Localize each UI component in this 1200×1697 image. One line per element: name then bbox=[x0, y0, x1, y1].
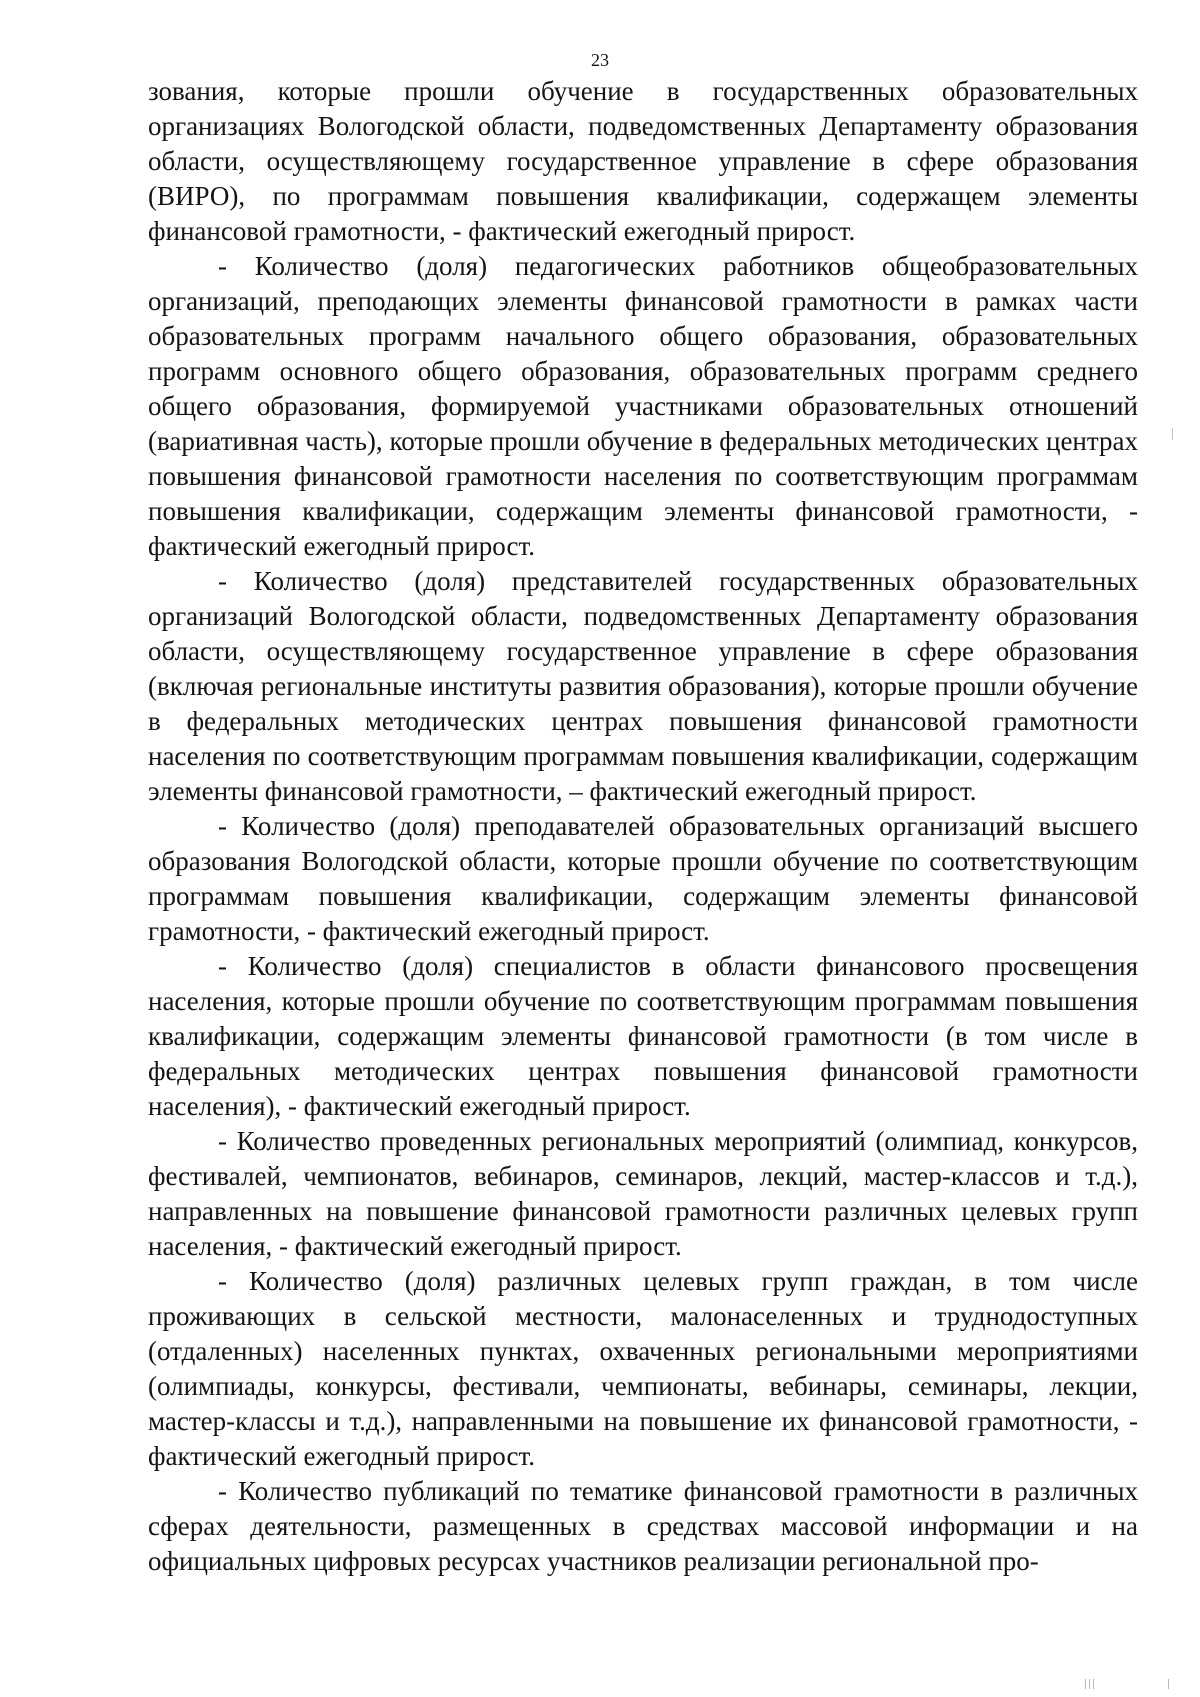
paragraph-publications: - Количество публикаций по тематике финансовой грамотности в различных сферах деятельности, размещенных в средствах массовой информации и на официальных цифровых ресурсах участников реализации региональной про- bbox=[148, 1476, 1138, 1576]
scan-edge-mark bbox=[1089, 1679, 1090, 1689]
paragraph-teachers: - Количество (доля) педагогических работников общеобразовательных организаций, преподающих элементы финансовой грамотности в рамках части образовательных программ начального общего образования, образовательных программ основного общего образования, образовательных программ среднего общего образования, формируемой участниками образовательных отношений (вариативная часть), которые прошли обучение в федеральных методических центрах повышения финансовой грамотности населения по соответствующим программам повышения квалификации, содержащим элементы финансовой грамотности, - фактический ежегодный прирост. bbox=[148, 251, 1138, 561]
paragraph-higher-ed-lecturers: - Количество (доля) преподавателей образовательных организаций высшего образования Вологодской области, которые прошли обучение по соответствующим программам повышения квалификации, содержащим элементы финансовой грамотности, - фактический ежегодный прирост. bbox=[148, 811, 1138, 946]
scan-side-mark bbox=[1172, 428, 1173, 440]
scan-edge-mark bbox=[1093, 1679, 1094, 1689]
paragraph-regional-events: - Количество проведенных региональных мероприятий (олимпиад, конкурсов, фестивалей, чемпионатов, вебинаров, семинаров, лекций, мастер-классов и т.д.), направленных на повышение финансовой грамотности различных целевых групп населения, - фактический ежегодный прирост. bbox=[148, 1126, 1138, 1261]
paragraph-continuation: зования, которые прошли обучение в государственных образовательных организациях Вологодской области, подведомственных Департаменту образования области, осуществляющему государственное управление в сфере образования (ВИРО), по программам повышения квалификации, содержащем элементы финансовой грамотности, - фактический ежегодный прирост. bbox=[148, 76, 1138, 246]
scan-edge-mark bbox=[1168, 1679, 1169, 1689]
paragraph-state-org-representatives: - Количество (доля) представителей государственных образовательных организаций Вологодской области, подведомственных Департаменту образования области, осуществляющему государственное управление в сфере образования (включая региональные институты развития образования), которые прошли обучение в федеральных методических центрах повышения финансовой грамотности населения по соответствующим программам повышения квалификации, содержащим элементы финансовой грамотности, – фактический ежегодный прирост. bbox=[148, 566, 1138, 806]
scan-edge-mark bbox=[1085, 1679, 1086, 1689]
paragraph-target-groups: - Количество (доля) различных целевых групп граждан, в том числе проживающих в сельской местности, малонаселенных и труднодоступных (отдаленных) населенных пунктах, охваченных региональными мероприятиями (олимпиады, конкурсы, фестивали, чемпионаты, вебинары, семинары, лекции, мастер-классы и т.д.), направленными на повышение их финансовой грамотности, - фактический ежегодный прирост. bbox=[148, 1266, 1138, 1471]
paragraph-specialists: - Количество (доля) специалистов в области финансового просвещения населения, которые прошли обучение по соответствующим программам повышения квалификации, содержащим элементы финансовой грамотности (в том числе в федеральных методических центрах повышения финансовой грамотности населения), - фактический ежегодный прирост. bbox=[148, 951, 1138, 1121]
document-body bbox=[148, 74, 1138, 1579]
page-number: 23 bbox=[591, 50, 609, 70]
